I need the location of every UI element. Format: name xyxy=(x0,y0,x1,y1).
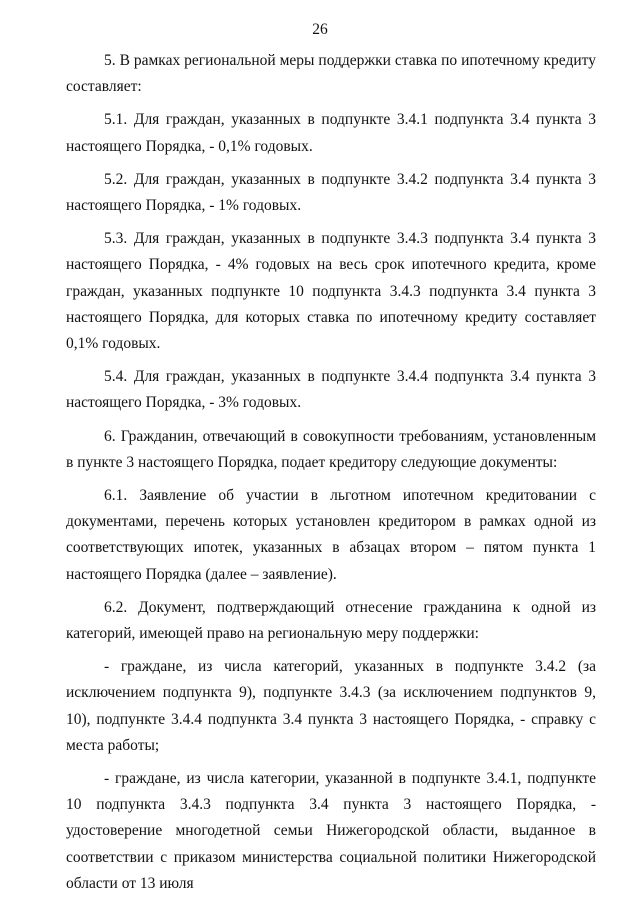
paragraph-6-2-item-1: - граждане, из числа категорий, указанных в подпункте 3.4.2 (за исключением подпункта 9), подпункте 3.4.3 (за исключением подпунктов 9, 10), подпункте 3.4.4 подпункта 3.4 пункта 3 настоящего Порядка, - справку с места работы; xyxy=(66,658,596,754)
paragraph-6-2: 6.2. Документ, подтверждающий отнесение гражданина к одной из категорий, имеющей право на региональную меру поддержки: xyxy=(66,598,596,643)
paragraph-5: 5. В рамках региональной меры поддержки ставка по ипотечному кредиту составляет: xyxy=(66,52,596,96)
paragraph-6-1: 6.1. Заявление об участии в льготном ипотечном кредитовании с документами, перечень которых установлен кредитором в рамках одной из соответствующих ипотек, указанных в абзацах втором – пятом пункта 1 настоящего Порядка (далее – заявление). xyxy=(66,487,596,583)
paragraph-5-4: 5.4. Для граждан, указанных в подпункте 3.4.4 подпункта 3.4 пункта 3 настоящего Порядка, - 3% годовых. xyxy=(66,368,596,412)
paragraph-6: 6. Гражданин, отвечающий в совокупности требованиям, установленным в пункте 3 настоящего Порядка, подает кредитору следующие документы: xyxy=(66,427,596,471)
page-number: 26 xyxy=(312,21,328,38)
paragraph-5-3: 5.3. Для граждан, указанных в подпункте 3.4.3 подпункта 3.4 пункта 3 настоящего Порядка, - 4% годовых на весь срок ипотечного кредита, кроме граждан, указанных подпункте 10 подпункта 3.4.3 подпункта 3.4 пункта 3 настоящего Порядка, для которых ставка по ипотечному кредиту составляет 0,1% годовых. xyxy=(66,230,596,353)
paragraph-5-2: 5.2. Для граждан, указанных в подпункте 3.4.2 подпункта 3.4 пункта 3 настоящего Порядка, - 1% годовых. xyxy=(66,170,596,215)
paragraph-6-2-item-2: - граждане, из числа категории, указанной в подпункте 3.4.1, подпункте 10 подпункта 3.4.3 подпункта 3.4 пункта 3 настоящего Порядка, - удостоверение многодетной семьи Нижегородской области, выданное в соответствии с приказом министерства социальной политики Нижегородской области от 13 июля xyxy=(66,770,596,892)
document-body xyxy=(66,48,596,904)
paragraph-5-1: 5.1. Для граждан, указанных в подпункте 3.4.1 подпункта 3.4 пункта 3 настоящего Порядка, - 0,1% годовых. xyxy=(66,111,596,155)
